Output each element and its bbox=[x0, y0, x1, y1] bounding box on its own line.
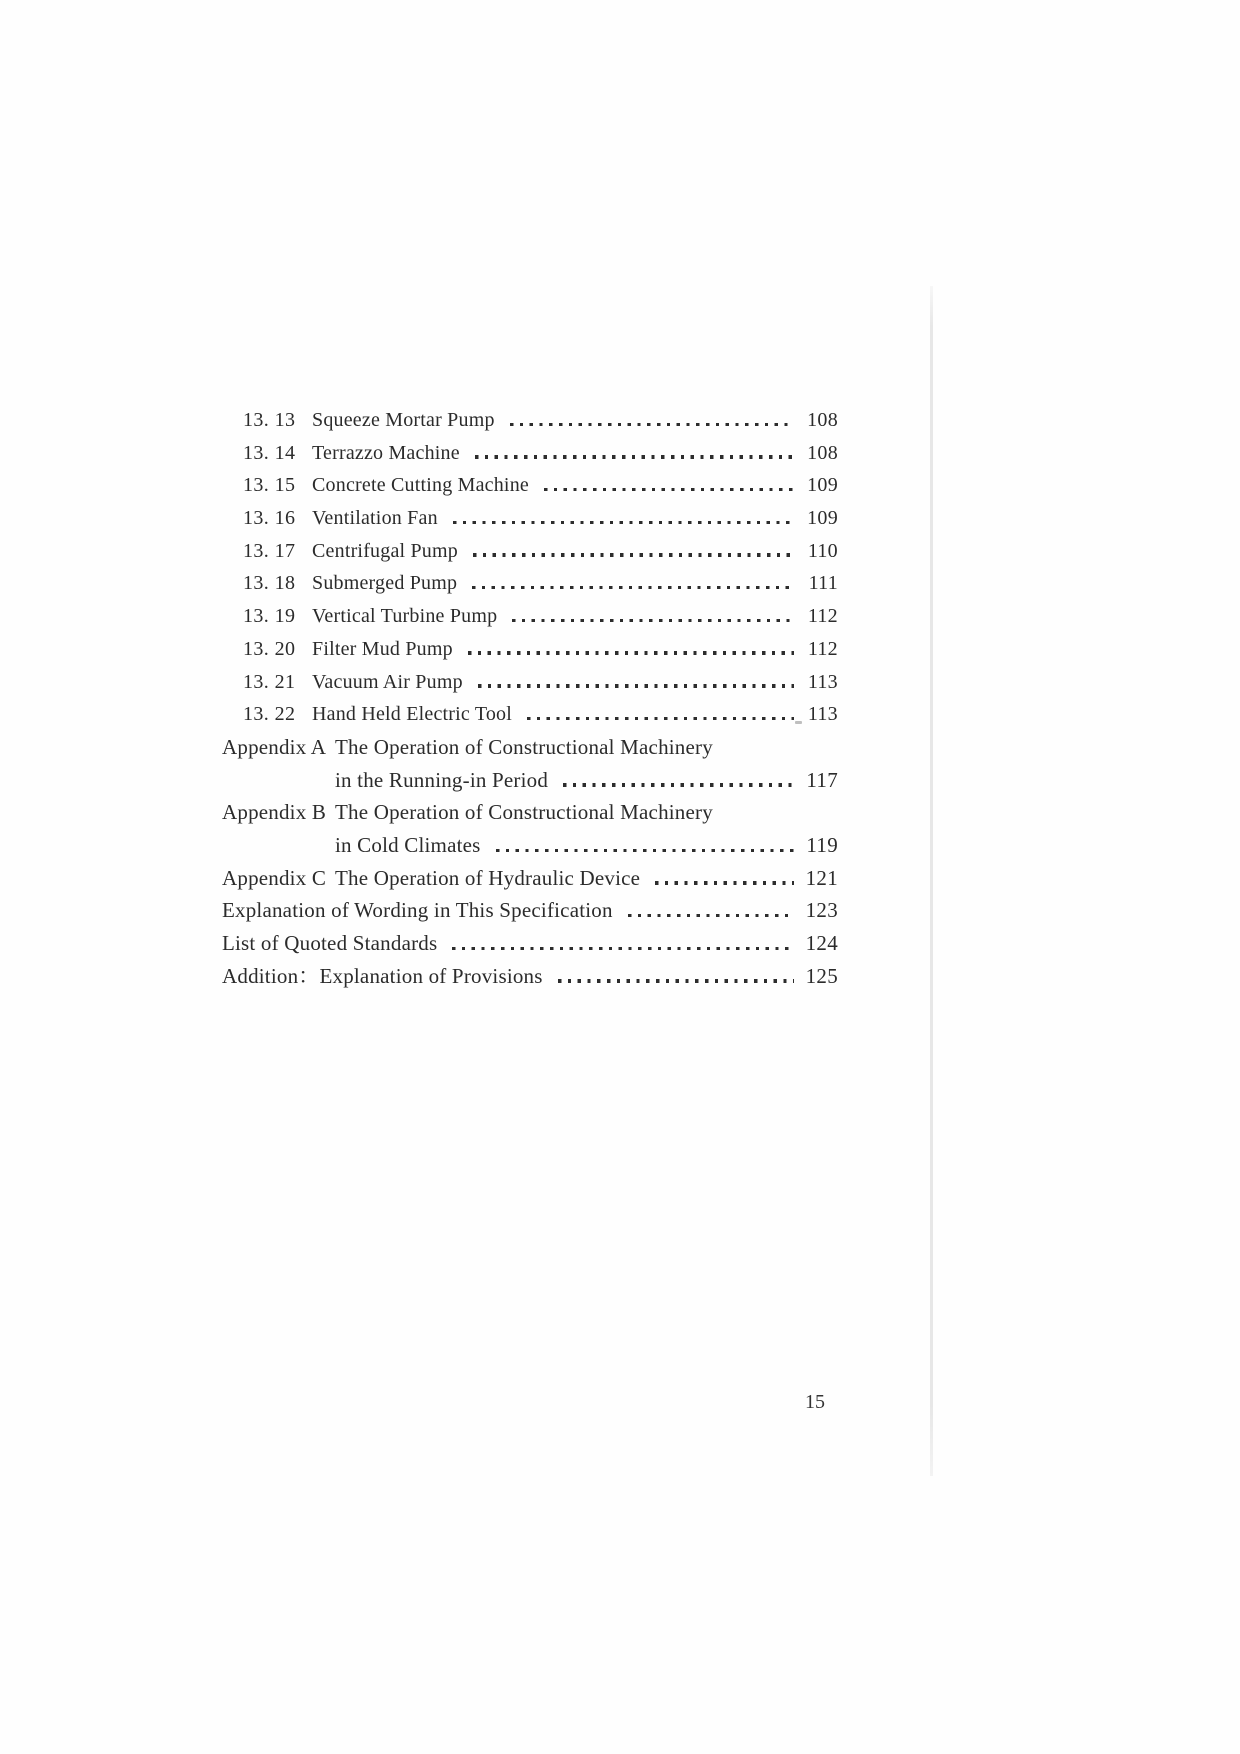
toc-entry bbox=[222, 698, 838, 731]
dot-leader bbox=[628, 914, 794, 917]
toc-entry-page: 112 bbox=[807, 637, 838, 660]
back-matter-title: Addition：Explanation of Provisions bbox=[222, 963, 543, 988]
appendix-title-line1: The Operation of Hydraulic Device bbox=[335, 865, 641, 890]
toc-entry-number: 13. 13 bbox=[243, 409, 296, 431]
toc-entry bbox=[222, 502, 838, 535]
toc-entry-page: 112 bbox=[807, 605, 838, 628]
dot-leader bbox=[563, 783, 794, 786]
toc-entry-title: Submerged Pump bbox=[312, 572, 458, 595]
page-number: 15 bbox=[805, 1391, 825, 1413]
toc-entry-title: Vacuum Air Pump bbox=[312, 670, 463, 693]
appendix-label: Appendix C bbox=[222, 865, 327, 890]
toc-entry-page: 108 bbox=[807, 409, 838, 431]
toc-entry bbox=[222, 535, 838, 568]
toc-entry-number: 13. 15 bbox=[243, 474, 296, 497]
toc-entry bbox=[222, 469, 838, 502]
toc-entry-page: 125 bbox=[805, 963, 838, 988]
dot-leader bbox=[473, 553, 794, 556]
toc-entry bbox=[222, 567, 838, 600]
appendix-label: Appendix B bbox=[222, 800, 327, 825]
toc-entry-title: Filter Mud Pump bbox=[312, 637, 453, 660]
toc-entry bbox=[222, 633, 838, 666]
toc-entry-page: 113 bbox=[807, 670, 838, 693]
toc-entry bbox=[222, 404, 838, 437]
toc-entry-page: 124 bbox=[805, 931, 838, 955]
toc-entry-title: Concrete Cutting Machine bbox=[312, 474, 529, 497]
dot-leader bbox=[452, 947, 794, 950]
toc-entry-title: Squeeze Mortar Pump bbox=[312, 409, 495, 431]
toc-entry bbox=[222, 437, 838, 470]
toc-entry bbox=[222, 600, 838, 633]
toc-back-matter-entry bbox=[222, 927, 838, 960]
toc-entry-page: 111 bbox=[808, 572, 838, 595]
toc-appendix-entry-continuation bbox=[222, 829, 838, 862]
toc-entry-page: 109 bbox=[807, 474, 838, 497]
toc-entry-page: 117 bbox=[806, 767, 838, 792]
dot-leader bbox=[472, 586, 794, 589]
dot-leader bbox=[558, 979, 794, 982]
dot-leader bbox=[544, 488, 794, 491]
toc-entry-title: Hand Held Electric Tool bbox=[312, 703, 512, 726]
toc-entry-title: Terrazzo Machine bbox=[312, 441, 460, 464]
toc-entry-number: 13. 17 bbox=[243, 539, 296, 562]
toc-appendix-entry bbox=[222, 862, 838, 895]
toc-entry-number: 13. 22 bbox=[243, 703, 296, 726]
page-fold-line bbox=[930, 286, 933, 1476]
dot-leader bbox=[512, 619, 794, 622]
toc-appendix-entry bbox=[222, 796, 838, 829]
dot-leader bbox=[468, 651, 794, 654]
toc-back-matter-entry bbox=[222, 894, 838, 927]
dot-leader bbox=[655, 881, 794, 884]
dot-leader bbox=[496, 849, 794, 852]
toc-entry-page: 121 bbox=[805, 865, 838, 890]
toc-entry-page: 108 bbox=[807, 441, 838, 464]
toc-back-matter-entry bbox=[222, 960, 838, 993]
toc-entry-number: 13. 18 bbox=[243, 572, 296, 595]
appendix-title-line1: The Operation of Constructional Machinery bbox=[335, 734, 713, 759]
table-of-contents bbox=[222, 404, 838, 992]
back-matter-title: List of Quoted Standards bbox=[222, 931, 438, 955]
toc-entry bbox=[222, 666, 838, 699]
appendix-title-line2: in Cold Climates bbox=[335, 832, 481, 857]
scan-artifact bbox=[795, 721, 802, 724]
toc-entry-page: 113 bbox=[807, 703, 838, 726]
appendix-title-line2: in the Running-in Period bbox=[335, 767, 549, 792]
toc-entry-title: Ventilation Fan bbox=[312, 507, 438, 530]
toc-entry-title: Centrifugal Pump bbox=[312, 539, 458, 562]
toc-entry-number: 13. 20 bbox=[243, 637, 296, 660]
toc-entry-page: 109 bbox=[807, 507, 838, 530]
toc-entry-number: 13. 21 bbox=[243, 670, 296, 693]
toc-entry-page: 110 bbox=[807, 539, 838, 562]
dot-leader bbox=[478, 684, 794, 687]
toc-appendix-entry-continuation bbox=[222, 764, 838, 797]
back-matter-title: Explanation of Wording in This Specification bbox=[222, 898, 613, 923]
toc-entry-number: 13. 14 bbox=[243, 441, 296, 464]
toc-entry-number: 13. 19 bbox=[243, 605, 296, 628]
dot-leader bbox=[475, 455, 794, 458]
appendix-title-line1: The Operation of Constructional Machinery bbox=[335, 800, 713, 825]
toc-entry-title: Vertical Turbine Pump bbox=[312, 605, 498, 628]
toc-entry-page: 123 bbox=[805, 898, 838, 923]
dot-leader bbox=[453, 521, 794, 524]
toc-entry-page: 119 bbox=[806, 832, 838, 857]
toc-appendix-entry bbox=[222, 731, 838, 764]
dot-leader bbox=[527, 717, 794, 720]
dot-leader bbox=[510, 423, 794, 426]
appendix-label: Appendix A bbox=[222, 734, 327, 759]
toc-entry-number: 13. 16 bbox=[243, 507, 296, 530]
